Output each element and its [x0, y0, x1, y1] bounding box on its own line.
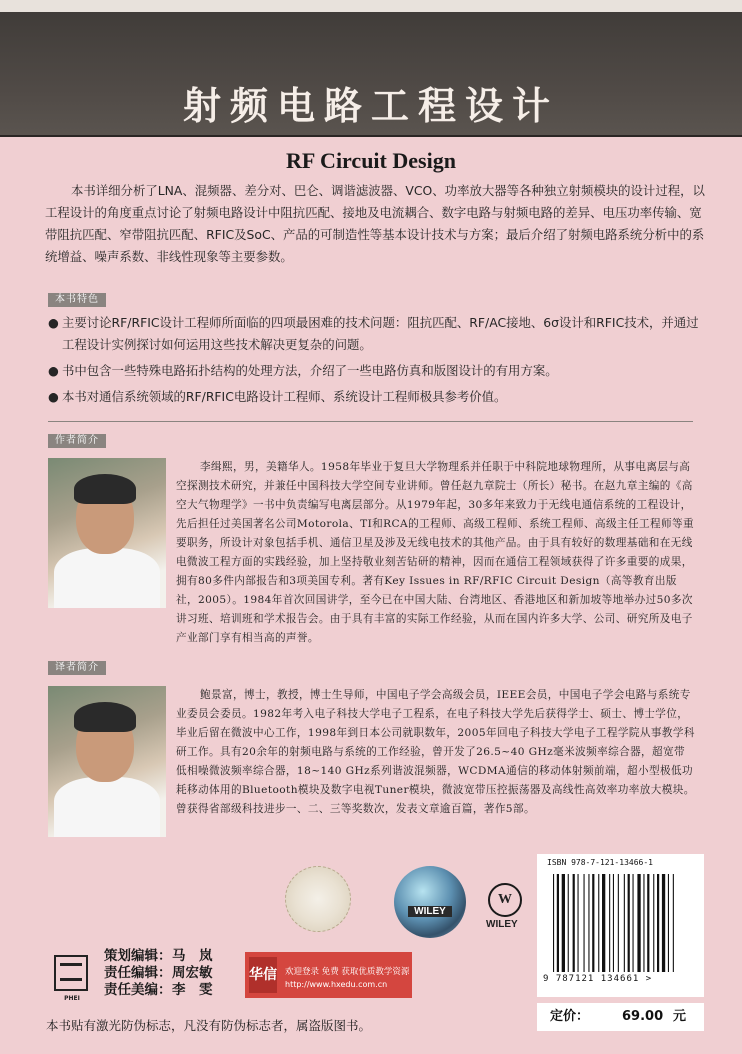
- intro-paragraph: 本书详细分析了LNA、混频器、差分对、巴仑、调谐滤波器、VCO、功率放大器等各种独立射频模块的设计过程，以工程设计的角度重点讨论了射频电路设计中阻抗匹配、接地及电流耦合、数字电路与射频电路的差异、电压功率传输、宽带阻抗匹配、窄带阻抗匹配、RFIC及SoC、产品的可制造性等基本设计技术与方案；最后介绍了射频电路系统分析中的系统增益、噪声系数、非线性现象等主要参数。: [45, 183, 705, 264]
- barcode-bar: [578, 874, 579, 972]
- barcode-bar: [628, 874, 630, 972]
- section-divider: [48, 421, 693, 422]
- barcode-bar: [553, 874, 554, 972]
- feature-text: 书中包含一些特殊电路拓扑结构的处理方法，介绍了一些电路仿真和版图设计的有用方案。: [62, 363, 558, 378]
- editor-row: 责任美编： 李 雯: [104, 982, 213, 998]
- price-unit: 元: [673, 1009, 687, 1024]
- bullet-icon: ●: [48, 315, 59, 330]
- isbn-label: ISBN 978-7-121-13466-1: [547, 858, 653, 867]
- barcode-bar: [618, 874, 619, 972]
- wiley-wordmark: WILEY: [486, 919, 518, 930]
- author-bio: 李缉熙，男，美籍华人。1958年毕业于复旦大学物理系并任职于中科院地球物理所，从事电离层与高空探测技术研究，并兼任中国科技大学空间专业讲师。曾任赵九章院士（所长）秘书。在赵九章主编的《高空大气物理学》一书中负责编写电离层部分。从1979年起，30多年来致力于无线电通信系统的工程设计，先后担任过美国著名公司Motorola、TI和RCA的工程师、高级工程师、系统工程师、高级主任工程师等重要职务，所设计对象包括手机、通信卫星及涉及无线电技术的其他产品。由于具有较好的数理基础和在无线电微波工程方面的实践经验，加上坚持敬业刻苦钻研的精神，因而在通信工程领域获得了许多重要的成果，拥有80多件内部报告和3项美国专利。著有Key Issues in RF/RFIC Circuit Design（高等教育出版社，2005）。1984年首次回国讲学，至今已在中国大陆、台湾地区、香港地区和新加坡等地举办过50多次讲习班、培训班和学术报告会。由于具有丰富的实际工作经验，从而在国内许多大学、公司、研究所及电子产业部门享有相当高的声誉。: [176, 461, 694, 644]
- translator-tag: 译者简介: [48, 661, 106, 675]
- features-tag: 本书特色: [48, 293, 106, 307]
- barcode-bar: [673, 874, 674, 972]
- publisher-logo-text: PHEI: [64, 995, 80, 1002]
- list-item: [48, 386, 708, 408]
- barcode-bar: [668, 874, 669, 972]
- barcode-bar: [562, 874, 565, 972]
- barcode-bar: [592, 874, 594, 972]
- barcode-bar: [598, 874, 599, 972]
- book-title: 射频电路工程设计: [182, 83, 559, 128]
- barcode-bar: [653, 874, 654, 972]
- barcode-bar: [568, 874, 569, 972]
- barcode-bar: [637, 874, 640, 972]
- wiley-logo-icon: W: [488, 883, 522, 917]
- publisher-logo-icon: [54, 955, 88, 1002]
- barcode-bar: [662, 874, 665, 972]
- barcode-bar: [633, 874, 634, 972]
- editor-row: 责任编辑： 周宏敏: [104, 965, 213, 981]
- price-label: 定价：: [550, 1009, 590, 1024]
- hxedu-logo-icon: 华信: [249, 957, 277, 993]
- barcode-bar: [609, 874, 610, 972]
- barcode-bar: [588, 874, 589, 972]
- bullet-icon: ●: [48, 389, 59, 404]
- barcode-number: 9 787121 134661 >: [543, 974, 653, 984]
- hxedu-url: http://www.hxedu.com.cn: [285, 980, 388, 989]
- author-tag: 作者简介: [48, 434, 106, 448]
- barcode-bar: [602, 874, 605, 972]
- barcode-bar: [613, 874, 614, 972]
- bullet-icon: ●: [48, 363, 59, 378]
- translator-bio: 鲍景富，博士，教授，博士生导师，中国电子学会高级会员，IEEE会员，中国电子学会电路与系统专业委员会委员。1982年考入电子科技大学电子工程系，在电子科技大学先后获得学士、硕士、博士学位，毕业后留在微波中心工作，1998年到日本公司就职数年，2005年回电子科技大学电子工程学院从事教学科研工作。具有20余年的射频电路与系统的工作经验，曾开发了26.5~40 GHz毫米波频率综合器，超宽带低相噪微波频率综合器，18~140 GHz系列谐波混频器，WCDMA通信的移动体射频前端，超小型极低功耗移动体用的Bluetooth模块及数字电视Tuner模块，微波宽带压控振荡器及高线性高效率功率放大模块。曾获得省部级科技进步一、二、三等奖数次，发表文章逾百篇，著作5部。: [176, 689, 695, 815]
- editor-row: 策划编辑： 马 岚: [104, 948, 213, 964]
- laser-seal-icon: [285, 866, 351, 932]
- feature-text: 本书对通信系统领域的RF/RFIC电路设计工程师、系统设计工程师极具参考价值。: [62, 389, 507, 404]
- barcode-bar: [647, 874, 649, 972]
- editors-credits: [104, 948, 213, 999]
- barcode-bar: [584, 874, 585, 972]
- feature-text: 主要讨论RF/RFIC设计工程师所面临的四项最困难的技术问题：阻抗匹配、RF/AC接地、6σ设计和RFIC技术，并通过工程设计实例探讨如何运用这些技术解决更复杂的问题。: [62, 315, 699, 352]
- barcode-bar: [657, 874, 659, 972]
- price-value: 69.00: [622, 1009, 664, 1024]
- hxedu-slogan: 欢迎登录 免费 获取优质教学资源: [285, 967, 410, 977]
- anti-piracy-notice: 本书贴有激光防伪标志，凡没有防伪标志者，属盗版图书。: [46, 1018, 372, 1033]
- barcode-bar: [557, 874, 559, 972]
- barcode-bar: [643, 874, 644, 972]
- author-photo: [48, 458, 166, 608]
- list-item: [48, 360, 708, 382]
- features-list: [48, 312, 708, 412]
- wiley-hologram-icon: [394, 866, 466, 938]
- barcode: [551, 874, 691, 972]
- isbn-block: [537, 854, 704, 997]
- barcode-bar: [573, 874, 575, 972]
- price-box: [537, 1003, 704, 1031]
- barcode-bar: [624, 874, 625, 972]
- list-item: [48, 312, 708, 356]
- english-subtitle: RF Circuit Design: [286, 148, 456, 173]
- hologram-text: WILEY: [408, 906, 452, 917]
- translator-photo: [48, 686, 166, 837]
- hxedu-banner: [245, 952, 412, 998]
